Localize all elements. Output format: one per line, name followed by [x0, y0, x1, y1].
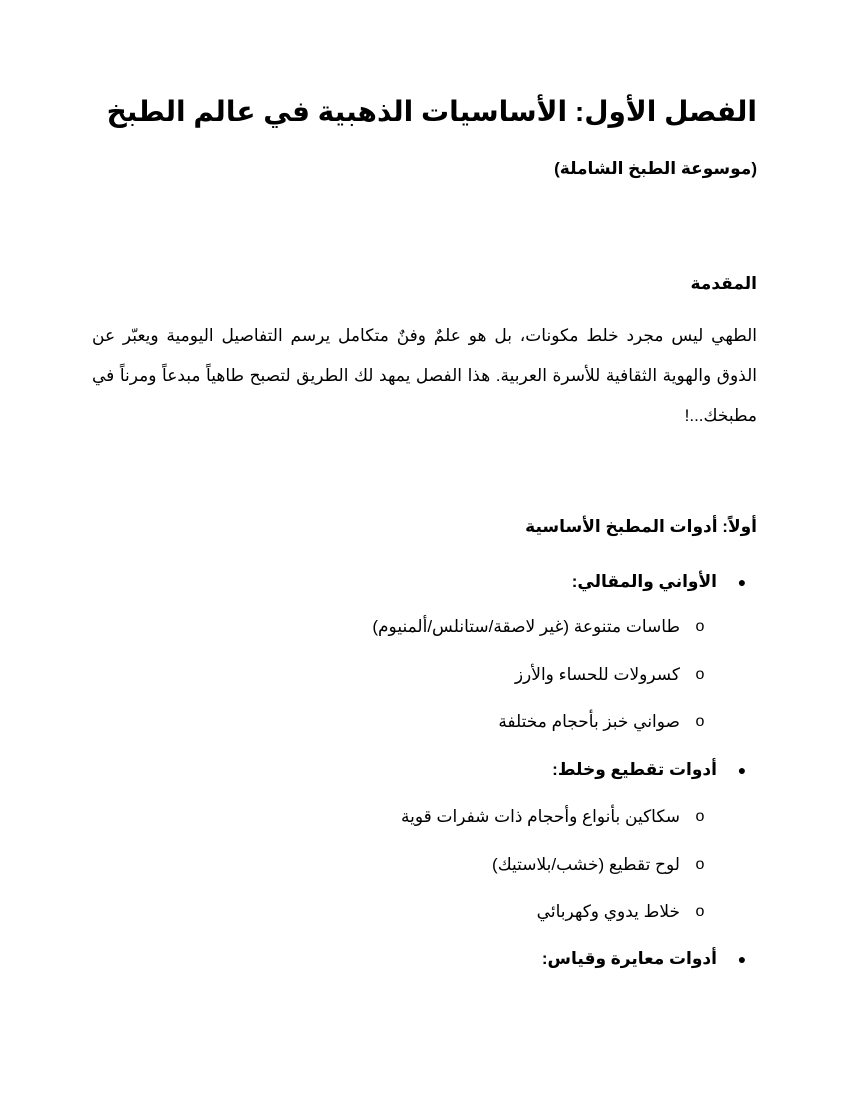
list-item-measuring [77, 944, 757, 974]
tools-heading: أولاً: أدوات المطبخ الأساسية [525, 517, 757, 536]
sub-list-item [110, 897, 710, 927]
chapter-title: الفصل الأول: الأساسيات الذهبية في عالم الطبخ [106, 96, 757, 127]
sub-list-item-label: كسرولات للحساء والأرز [514, 665, 680, 684]
chapter-subtitle: (موسوعة الطبخ الشاملة) [554, 159, 757, 178]
list-item-label: أدوات تقطيع وخلط: [552, 760, 717, 779]
sub-list-item-label: خلاط يدوي وكهربائي [536, 902, 680, 921]
circle-bullet-icon: o [695, 903, 705, 920]
list-item-label: أدوات معايرة وقياس: [541, 949, 717, 968]
sub-list-item [110, 802, 710, 832]
sub-list-item-label: طاسات متنوعة (غير لاصقة/ستانلس/ألمنيوم) [372, 617, 680, 636]
sub-list-item [110, 612, 710, 642]
bullet-icon: ● [737, 951, 747, 967]
sub-list-item-label: صواني خبز بأحجام مختلفة [498, 712, 680, 731]
intro-paragraph: الطهي ليس مجرد خلط مكونات، بل هو علمٌ وفنٌ متكامل يرسم التفاصيل اليومية ويعبّر عن الذوق والهوية الثقافية للأسرة العربية. هذا الفصل يمهد لك الطريق لتصبح طاهياً مبدعاً ومرناً في مطبخك...! [92, 326, 757, 425]
sub-list-item [110, 850, 710, 880]
circle-bullet-icon: o [695, 618, 705, 635]
list-item-cutting-mixing [77, 755, 757, 785]
circle-bullet-icon: o [695, 808, 705, 825]
circle-bullet-icon: o [695, 666, 705, 683]
circle-bullet-icon: o [695, 713, 705, 730]
list-item-cookware [77, 567, 757, 597]
intro-heading: المقدمة [690, 274, 757, 293]
sub-list-item-label: لوح تقطيع (خشب/بلاستيك) [492, 855, 680, 874]
sub-list-item-label: سكاكين بأنواع وأحجام ذات شفرات قوية [400, 807, 680, 826]
bullet-icon: ● [737, 574, 747, 590]
sub-list-item [110, 660, 710, 690]
list-item-label: الأواني والمقالي: [571, 572, 717, 591]
circle-bullet-icon: o [695, 856, 705, 873]
bullet-icon: ● [737, 762, 747, 778]
sub-list-item [110, 707, 710, 737]
